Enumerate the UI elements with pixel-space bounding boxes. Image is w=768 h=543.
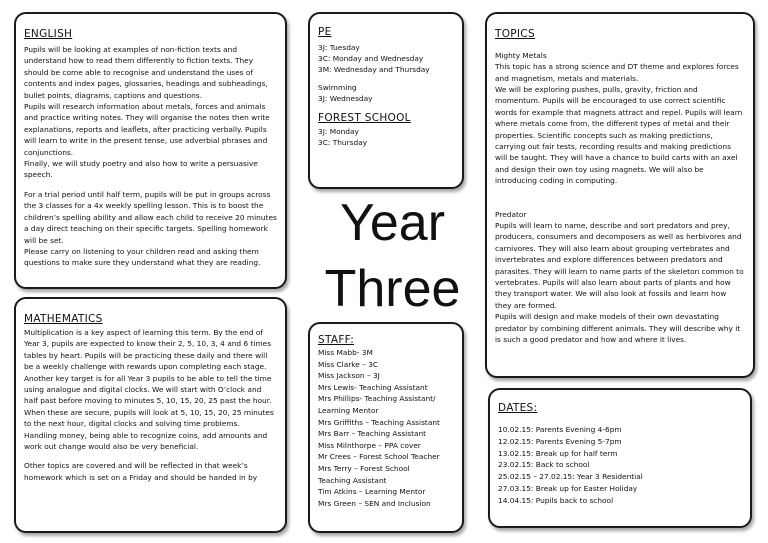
staff-member: Teaching Assistant — [318, 475, 387, 485]
date-item: 23.02.15: Back to school — [498, 460, 590, 470]
date-item: 13.02.15: Break up for half term — [498, 448, 618, 458]
staff-heading: STAFF: — [318, 334, 355, 346]
topic-mighty-metals-intro: This topic has a strong science and DT theme and explores forces and magnetism, metals and materials. — [495, 62, 739, 83]
dates-list — [498, 424, 742, 507]
forest-school-heading: FOREST SCHOOL — [318, 112, 411, 125]
staff-member: Mrs Griffiths – Teaching Assistant — [318, 417, 440, 427]
topic-mighty-metals-title: Mighty Metals — [495, 51, 547, 60]
staff-panel — [308, 322, 464, 533]
staff-member: Mrs Terry – Forest School — [318, 463, 410, 473]
staff-member: Miss Jackson – 3J — [318, 371, 380, 381]
topic-predator-title: Predator — [495, 209, 527, 219]
staff-member: Mrs Phillips- Teaching Assistant/ — [318, 394, 436, 404]
staff-member: Mrs Lewis- Teaching Assistant — [318, 382, 428, 392]
topic-predator-details: Pupils will learn to name, describe and sort predators and prey, producers, consumers and decomposers as well as herbivores and carnivores. They will also learn about grouping vertebrates and invertebrates and explore differences between predators and parasites. They will learn to name parts of the skeleton common to vertebrates. Pupils will also learn about parts of plants and how they transport water. We will also look at fossils and learn how they are formed. — [495, 220, 744, 310]
mathematics-paragraph-4: Other topics are covered and will be reflected in that week’s homework which is set on a Friday and should be handed in by — [24, 461, 258, 482]
topic-predator-project: Pupils will design and make models of their own devastating predator by combining different animals. They will describe why it is such a good predator and how and where it lives. — [495, 312, 741, 344]
mathematics-paragraph-1: Multiplication is a key aspect of learning this term. By the end of Year 3, pupils are expected to know their 2, 5, 10, 3, 4 and 6 times tables by heart. Pupils will be practicing these daily and there will be a weekly challenge with rewards upon completing each stage. — [24, 328, 272, 372]
mathematics-paragraph-3: Handling money, being able to recognize coins, add amounts and work out change would also be very beneficial. — [24, 430, 268, 452]
english-paragraph-3: Finally, we will study poetry and also how to write a persuasive speech. — [24, 159, 258, 180]
pe-item: 3J: Tuesday — [318, 43, 360, 52]
mathematics-panel — [14, 297, 287, 533]
staff-member: Miss Mabb- 3M — [318, 348, 373, 357]
mathematics-paragraph-2: Another key target is for all Year 3 pupils to be able to tell the time using analogue and digital clocks. We will start with O’clock and half past before moving to minutes 5, 10, 15, 20, 25 past the hour. When these are secure, pupils will look at 5, 10, 15, 20, 25 minutes to the next hour, digital clocks and solving time problems. — [24, 373, 274, 429]
topics-heading: TOPICS — [495, 28, 535, 40]
english-paragraph-1: Pupils will be looking at examples of non-fiction texts and understand how to read them differently to fiction texts. They should be come able to recognise and understand the uses of contents and index pages, glossaries, headings and subheadings, bullet points, diagrams, captions and questions. — [24, 45, 268, 100]
date-item: 25.02.15 – 27.02.15: Year 3 Residential — [498, 472, 643, 482]
staff-member: Mrs Barr – Teaching Assistant — [318, 429, 427, 439]
english-paragraph-5: Please carry on listening to your children read and asking them questions to make sure they understand what they are reading. — [24, 246, 261, 268]
pe-item: 3M: Wednesday and Thursday — [318, 65, 430, 75]
swimming-label: Swimming — [318, 82, 357, 92]
page-title — [305, 190, 480, 322]
swimming-item: 3J: Wednesday — [318, 93, 373, 103]
pe-panel — [308, 12, 464, 189]
title-line-year: Year — [339, 194, 446, 252]
staff-member: Miss Clarke – 3C — [318, 359, 379, 369]
forest-school-item: 3J: Monday — [318, 127, 359, 137]
mathematics-heading: MATHEMATICS — [24, 313, 103, 325]
dates-heading: DATES: — [498, 402, 538, 414]
dates-panel — [488, 388, 752, 528]
english-paragraph-4: For a trial period until half term, pupils will be put in groups across the 3 classes for a 4x weekly spelling lesson. This is to boost the children’s spelling ability and allow each child to receive 20 minutes a day direct teaching on their specific targets. Spelling homework will be set. — [24, 189, 277, 245]
staff-member: Mrs Green – SEN and Inclusion — [318, 498, 431, 508]
title-line-three: Three — [324, 260, 461, 318]
pe-schedule — [318, 42, 454, 104]
staff-member: Tim Atkins – Learning Mentor — [318, 487, 426, 497]
staff-list — [318, 347, 454, 509]
date-item: 10.02.15: Parents Evening 4-6pm — [498, 425, 622, 434]
date-item: 27.03.15: Break up for Easter Holiday — [498, 483, 638, 493]
date-item: 14.04.15: Pupils back to school — [498, 495, 614, 505]
pe-heading: PE — [318, 26, 332, 38]
pe-item: 3C: Monday and Wednesday — [318, 54, 424, 64]
topics-panel — [485, 12, 755, 378]
forest-school-item: 3C: Thursday — [318, 138, 368, 148]
staff-member: Miss Milnthorpe – PPA cover — [318, 440, 421, 450]
forest-school-schedule — [318, 126, 454, 148]
staff-member: Mr Crees – Forest School Teacher — [318, 452, 440, 462]
english-paragraph-2: Pupils will research information about metals, forces and animals and practice writing notes. They will organise the notes then write explanations, reports and leaflets, after practicing verbally. Pupils will learn to write in the present tense, use adverbial phrases and conjunctions. — [24, 102, 270, 157]
staff-member: Learning Mentor — [318, 405, 379, 415]
english-heading: ENGLISH — [24, 28, 73, 40]
date-item: 12.02.15: Parents Evening 5-7pm — [498, 436, 622, 446]
topic-mighty-metals-details: We will be exploring pushes, pulls, gravity, friction and momentum. Pupils will be encouraged to use correct scientific words for example that magnets attract and repel. Pupils will learn where metals come from, the different types of metal and their properties. Scientific concepts such as making predictions, carrying out fair tests, recording results and making predictions will be taught. They will have a chance to build carts with an axel and design their own toy using magnets. We will also be introducing coding in computing. — [495, 85, 743, 186]
english-panel — [14, 12, 287, 289]
